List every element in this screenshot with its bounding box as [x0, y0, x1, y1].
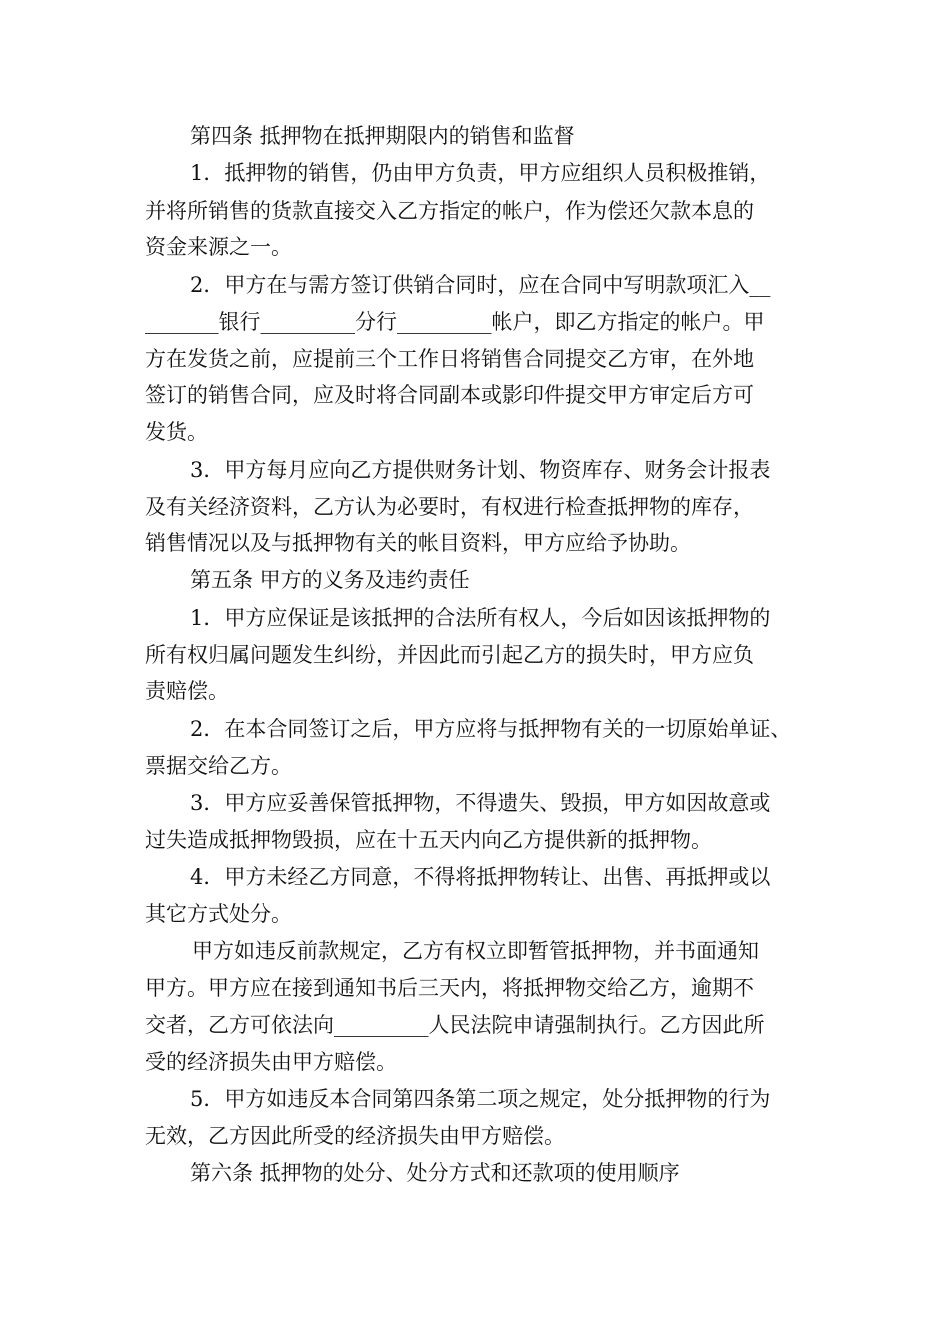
paragraph-line: 责赔偿。	[145, 679, 229, 703]
paragraph-line: 甲方。甲方应在接到通知书后三天内，将抵押物交给乙方，逾期不	[145, 976, 754, 1000]
paragraph-line: 3．甲方每月应向乙方提供财务计划、物资库存、财务会计报表	[190, 458, 771, 482]
paragraph-line: 签订的销售合同，应及时将合同副本或影印件提交甲方审定后方可	[145, 383, 754, 407]
paragraph-line: 4．甲方未经乙方同意，不得将抵押物转让、出售、再抵押或以	[190, 865, 771, 889]
paragraph-line: 方在发货之前，应提前三个工作日将销售合同提交乙方审，在外地	[145, 347, 754, 371]
paragraph-line: 资金来源之一。	[145, 235, 292, 259]
paragraph-line: 2．在本合同签订之后，甲方应将与抵押物有关的一切原始单证、	[190, 717, 792, 741]
paragraph-line: 其它方式处分。	[145, 902, 292, 926]
article-4-heading: 第四条 抵押物在抵押期限内的销售和监督	[190, 124, 575, 148]
paragraph-line: 1．抵押物的销售，仍由甲方负责，甲方应组织人员积极推销，	[190, 161, 771, 185]
paragraph-line: 5．甲方如违反本合同第四条第二项之规定，处分抵押物的行为	[190, 1087, 771, 1111]
paragraph-line: 1．甲方应保证是该抵押的合法所有权人，今后如因该抵押物的	[190, 606, 771, 630]
paragraph-line: 票据交给乙方。	[145, 754, 292, 778]
article-5-heading: 第五条 甲方的义务及违约责任	[190, 568, 470, 592]
paragraph-line: 3．甲方应妥善保管抵押物，不得遗失、毁损，甲方如因故意或	[190, 791, 771, 815]
paragraph-line: 2．甲方在与需方签订供销合同时，应在合同中写明款项汇入__	[190, 273, 771, 297]
paragraph-line: 甲方如违反前款规定，乙方有权立即暂管抵押物，并书面通知	[192, 939, 759, 963]
paragraph-line: 无效，乙方因此所受的经济损失由甲方赔偿。	[145, 1124, 565, 1148]
paragraph-line: 销售情况以及与抵押物有关的帐目资料，甲方应给予协助。	[145, 531, 691, 555]
article-6-heading: 第六条 抵押物的处分、处分方式和还款项的使用顺序	[190, 1161, 680, 1185]
paragraph-line: 过失造成抵押物毁损，应在十五天内向乙方提供新的抵押物。	[145, 828, 712, 852]
paragraph-line: 所有权归属问题发生纠纷，并因此而引起乙方的损失时，甲方应负	[145, 643, 754, 667]
paragraph-line: 受的经济损失由甲方赔偿。	[145, 1050, 397, 1074]
paragraph-line: 并将所销售的货款直接交入乙方指定的帐户，作为偿还欠款本息的	[145, 199, 754, 223]
paragraph-line: 及有关经济资料，乙方认为必要时，有权进行检查抵押物的库存，	[145, 495, 754, 519]
paragraph-line: 发货。	[145, 420, 208, 444]
paragraph-line: 交者，乙方可依法向_________人民法院申请强制执行。乙方因此所	[145, 1013, 765, 1037]
paragraph-line: _______银行_________分行_________帐户，即乙方指定的帐户。甲	[145, 310, 765, 334]
